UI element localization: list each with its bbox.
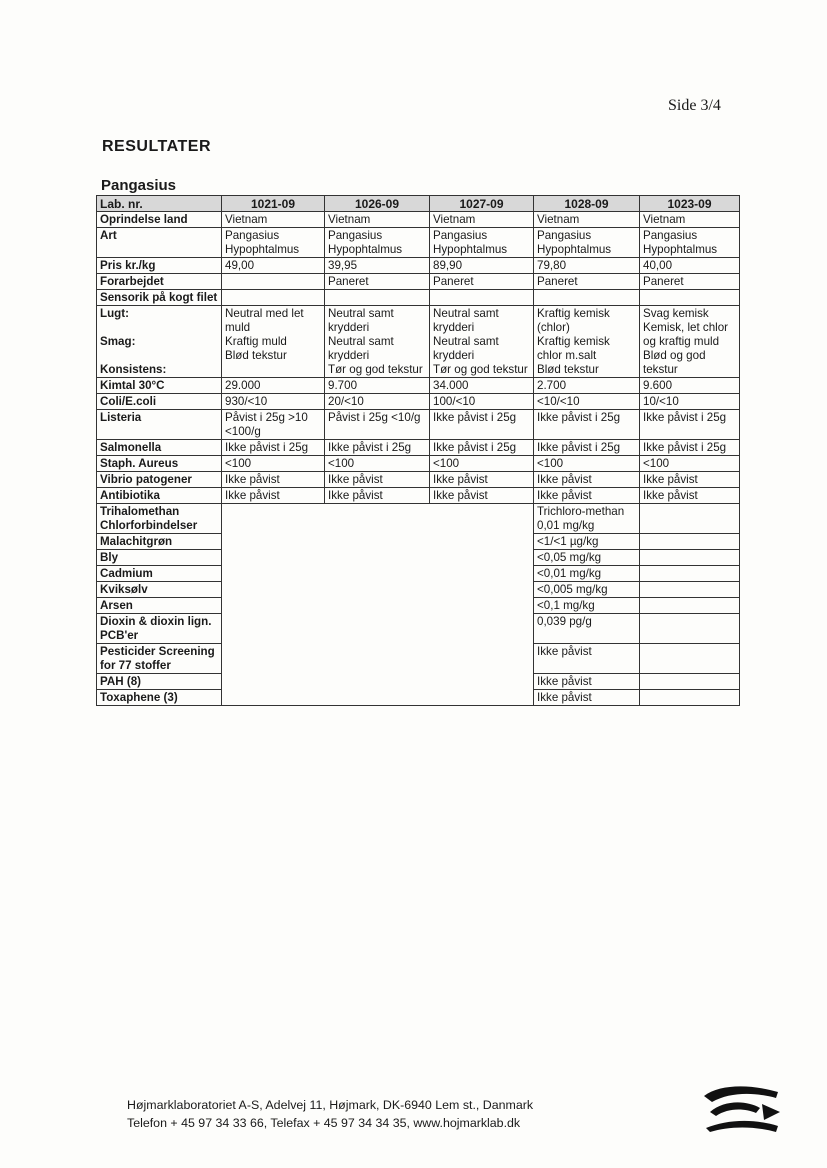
table-cell: [640, 644, 740, 674]
table-cell: [640, 582, 740, 598]
table-row: [97, 274, 740, 290]
table-cell: Påvist i 25g >10 <100/g: [222, 410, 325, 440]
sensory-cell: [325, 306, 430, 378]
table-cell: Paneret: [325, 274, 430, 290]
table-cell: <0,05 mg/kg: [534, 550, 640, 566]
table-cell: 930/<10: [222, 394, 325, 410]
blank-merged-cell: [222, 504, 534, 706]
sensory-lugt-value: Neutral samt krydderi: [328, 307, 394, 334]
row-label: Arsen: [97, 598, 222, 614]
table-cell: Paneret: [534, 274, 640, 290]
table-cell: <0,01 mg/kg: [534, 566, 640, 582]
table-cell: Ikke påvist: [534, 488, 640, 504]
table-row: [97, 258, 740, 274]
table-cell: Vietnam: [430, 212, 534, 228]
table-cell: [325, 290, 430, 306]
header-lab-number: 1026-09: [325, 196, 430, 212]
lugt-label: Lugt:: [100, 307, 129, 320]
row-label: Pris kr./kg: [97, 258, 222, 274]
row-label: Art: [97, 228, 222, 258]
table-cell: Ikke påvist: [534, 690, 640, 706]
row-label: Listeria: [97, 410, 222, 440]
row-label: Dioxin & dioxin lign. PCB'er: [97, 614, 222, 644]
table-cell: [640, 550, 740, 566]
row-label: Pesticider Screening for 77 stoffer: [97, 644, 222, 674]
row-label: Toxaphene (3): [97, 690, 222, 706]
hojmark-logo-icon: [700, 1082, 782, 1134]
table-cell: [534, 290, 640, 306]
table-cell: Pangasius Hypophtalmus: [430, 228, 534, 258]
sensory-lugt-value: Svag kemisk: [643, 307, 709, 320]
page-number: Side 3/4: [668, 97, 721, 114]
sensory-konsistens-value: Blød tekstur: [225, 349, 287, 362]
table-row: [97, 488, 740, 504]
sensory-konsistens-value: Tør og god tekstur: [328, 363, 423, 376]
table-cell: 9.700: [325, 378, 430, 394]
table-cell: Paneret: [430, 274, 534, 290]
table-body: [97, 212, 740, 706]
table-cell: 49,00: [222, 258, 325, 274]
table-cell: Vietnam: [325, 212, 430, 228]
footer-address: Højmarklaboratoriet A-S, Adelvej 11, Højmark, DK-6940 Lem st., Danmark: [127, 1098, 534, 1112]
table-cell: Ikke påvist i 25g: [222, 440, 325, 456]
table-cell: Vietnam: [534, 212, 640, 228]
row-label: Forarbejdet: [97, 274, 222, 290]
row-label: Malachitgrøn: [97, 534, 222, 550]
row-label: Trihalomethan Chlorforbindelser: [97, 504, 222, 534]
table-cell: Ikke påvist i 25g: [534, 410, 640, 440]
sensory-cell: [640, 306, 740, 378]
row-label: Cadmium: [97, 566, 222, 582]
table-cell: Ikke påvist i 25g: [534, 440, 640, 456]
row-label: Bly: [97, 550, 222, 566]
table-cell: [640, 674, 740, 690]
smag-label: Smag:: [100, 335, 136, 348]
table-cell: <10/<10: [534, 394, 640, 410]
table-cell: Ikke påvist i 25g: [640, 410, 740, 440]
row-label: Kimtal 30°C: [97, 378, 222, 394]
table-row: [97, 440, 740, 456]
table-cell: <1/<1 µg/kg: [534, 534, 640, 550]
sensory-lugt-value: Neutral samt krydderi: [433, 307, 499, 334]
table-cell: <100: [222, 456, 325, 472]
table-cell: 34.000: [430, 378, 534, 394]
table-cell: Ikke påvist: [430, 472, 534, 488]
table-cell: Pangasius Hypophtalmus: [640, 228, 740, 258]
table-cell: Ikke påvist: [222, 488, 325, 504]
row-label: PAH (8): [97, 674, 222, 690]
row-label: Coli/E.coli: [97, 394, 222, 410]
table-cell: Ikke påvist: [430, 488, 534, 504]
table-cell: Ikke påvist: [640, 472, 740, 488]
table-cell: [640, 598, 740, 614]
table-row: [97, 410, 740, 440]
sensory-konsistens-value: Tør og god tekstur: [433, 363, 528, 376]
table-cell: Pangasius Hypophtalmus: [222, 228, 325, 258]
sensory-lugt-value: Neutral med let muld: [225, 307, 304, 334]
sensory-heading: Sensorik på kogt filet: [97, 290, 222, 306]
table-cell: <100: [640, 456, 740, 472]
sensory-konsistens-value: Blød tekstur: [537, 363, 599, 376]
sensory-lugt-value: Kraftig kemisk (chlor): [537, 307, 610, 334]
table-cell: [640, 690, 740, 706]
table-row: [97, 228, 740, 258]
sensory-smag-value: Kemisk, let chlor og kraftig muld: [643, 321, 729, 348]
header-lab-number: 1028-09: [534, 196, 640, 212]
table-cell: Paneret: [640, 274, 740, 290]
table-cell: Ikke påvist: [534, 644, 640, 674]
table-cell: 2.700: [534, 378, 640, 394]
table-cell: Ikke påvist: [222, 472, 325, 488]
table-row: [97, 504, 740, 534]
sensory-cell: [430, 306, 534, 378]
header-lab-number: 1021-09: [222, 196, 325, 212]
table-cell: Ikke påvist i 25g: [325, 440, 430, 456]
row-label: Antibiotika: [97, 488, 222, 504]
table-cell: Trichloro-methan 0,01 mg/kg: [534, 504, 640, 534]
table-cell: [430, 290, 534, 306]
section-title: Pangasius: [101, 177, 177, 194]
sensory-smag-value: Neutral samt krydderi: [328, 335, 394, 362]
table-cell: Pangasius Hypophtalmus: [534, 228, 640, 258]
row-label: Oprindelse land: [97, 212, 222, 228]
sensory-smag-value: Kraftig muld: [225, 335, 287, 348]
table-cell: 79,80: [534, 258, 640, 274]
sensory-smag-value: Kraftig kemisk chlor m.salt: [537, 335, 610, 362]
table-cell: Ikke påvist: [640, 488, 740, 504]
table-cell: 39,95: [325, 258, 430, 274]
table-cell: Ikke påvist: [534, 674, 640, 690]
table-cell: <100: [325, 456, 430, 472]
table-cell: [640, 614, 740, 644]
row-label: Salmonella: [97, 440, 222, 456]
table-cell: Vietnam: [640, 212, 740, 228]
table-cell: [640, 504, 740, 534]
footer-contact: Telefon + 45 97 34 33 66, Telefax + 45 97 34 34 35, www.hojmarklab.dk: [127, 1116, 521, 1130]
table-header-row: [97, 196, 740, 212]
spacer: [100, 349, 218, 363]
table-cell: 89,90: [430, 258, 534, 274]
header-lab-nr: Lab. nr.: [97, 196, 222, 212]
sensory-cell: [534, 306, 640, 378]
table-cell: Pangasius Hypophtalmus: [325, 228, 430, 258]
page-title: RESULTATER: [102, 138, 211, 155]
table-cell: Ikke påvist i 25g: [430, 410, 534, 440]
sensory-konsistens-value: Blød og god tekstur: [643, 349, 706, 376]
table-row: [97, 378, 740, 394]
konsistens-label: Konsistens:: [100, 363, 167, 376]
header-lab-number: 1023-09: [640, 196, 740, 212]
table-cell: 40,00: [640, 258, 740, 274]
table-cell: [640, 290, 740, 306]
table-cell: 10/<10: [640, 394, 740, 410]
table-cell: Ikke påvist: [534, 472, 640, 488]
results-table: [96, 195, 740, 706]
table-cell: <0,005 mg/kg: [534, 582, 640, 598]
table-cell: <0,1 mg/kg: [534, 598, 640, 614]
row-label: Kviksølv: [97, 582, 222, 598]
table-cell: [222, 290, 325, 306]
table-cell: 9.600: [640, 378, 740, 394]
table-cell: [640, 566, 740, 582]
table-cell: 0,039 pg/g: [534, 614, 640, 644]
sensory-cell: [222, 306, 325, 378]
header-lab-number: 1027-09: [430, 196, 534, 212]
table-cell: [640, 534, 740, 550]
sensory-smag-value: Neutral samt krydderi: [433, 335, 499, 362]
row-label: Vibrio patogener: [97, 472, 222, 488]
table-cell: [222, 274, 325, 290]
table-cell: Ikke påvist: [325, 472, 430, 488]
footer: [127, 1096, 533, 1132]
table-cell: <100: [430, 456, 534, 472]
spacer: [100, 321, 218, 335]
table-cell: Påvist i 25g <10/g: [325, 410, 430, 440]
table-cell: 20/<10: [325, 394, 430, 410]
sensory-heading-row: [97, 290, 740, 306]
table-cell: Ikke påvist: [325, 488, 430, 504]
table-cell: 29.000: [222, 378, 325, 394]
sensory-labels: [97, 306, 222, 378]
table-cell: Ikke påvist i 25g: [430, 440, 534, 456]
table-row: [97, 394, 740, 410]
table-cell: 100/<10: [430, 394, 534, 410]
table-row: [97, 212, 740, 228]
table-cell: Vietnam: [222, 212, 325, 228]
table-cell: <100: [534, 456, 640, 472]
row-label: Staph. Aureus: [97, 456, 222, 472]
table-cell: Ikke påvist i 25g: [640, 440, 740, 456]
table-row: [97, 472, 740, 488]
table-row: [97, 456, 740, 472]
sensory-row: [97, 306, 740, 378]
